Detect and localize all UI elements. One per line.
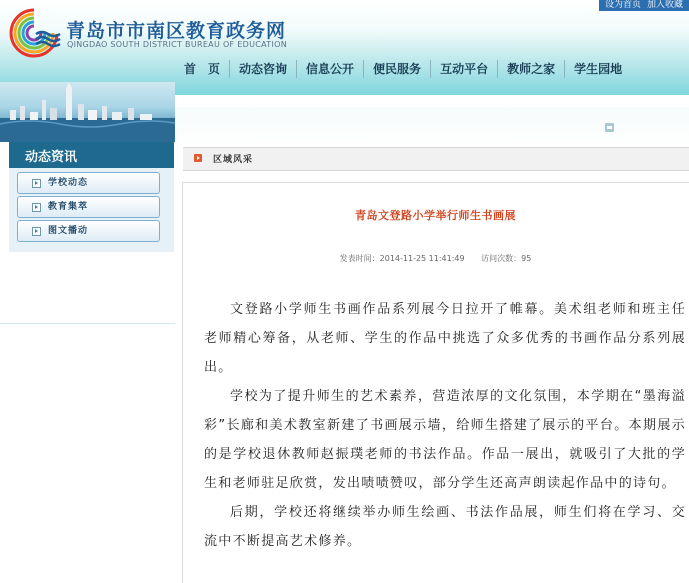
nav-interactive[interactable]: 互动平台 <box>430 60 497 78</box>
article-paragraph: 学校为了提升师生的艺术素养，营造浓厚的文化氛围，本学期在“墨海溢彩”长廊和美术教室新建了书画展示墙，给师生搭建了展示的平台。本期展示的是学校退休教师赵振璞老师的书法作品。作品一展出，就吸引了大批的学生和老师驻足欣赏，发出啧啧赞叹，部分学生还高声朗读起作品中的诗句。 <box>204 389 686 491</box>
site-header <box>0 0 689 95</box>
view-count: 访问次数：95 <box>481 254 532 263</box>
publish-time: 发表时间：2014-11-25 11:41:49 <box>339 254 465 263</box>
arrow-bullet-icon <box>194 154 202 162</box>
site-subtitle: QINGDAO SOUTH DISTRICT BUREAU OF EDUCATION <box>67 40 288 49</box>
breadcrumb <box>183 147 689 171</box>
site-title: 青岛市市南区教育政务网 <box>66 20 287 42</box>
nav-students[interactable]: 学生园地 <box>564 60 631 78</box>
sidebar-item-photo-news[interactable] <box>17 220 160 242</box>
sidebar-header <box>9 142 174 168</box>
logo-icon <box>6 6 62 58</box>
arrow-bullet-icon <box>32 203 41 212</box>
sidebar-item-label: 教育集萃 <box>48 202 89 212</box>
nav-news[interactable]: 动态咨询 <box>229 60 296 78</box>
sidebar-item-label: 学校动态 <box>48 178 89 188</box>
nav-home[interactable]: 首 页 <box>184 62 221 76</box>
set-homepage-link[interactable]: 设为首页 <box>604 0 641 10</box>
article-paragraph: 文登路小学师生书画作品系列展今日拉开了帷幕。美术组老师和班主任老师精心筹备，从老师、学生的作品中挑选了众多优秀的书画作品分系列展出。 <box>204 302 686 375</box>
article-paragraph: 后期，学校还将继续举办师生绘画、书法作品展，师生们将在学习、交流中不断提高艺术修养。 <box>204 505 686 549</box>
add-favorite-link[interactable]: 加入收藏 <box>646 0 683 10</box>
arrow-bullet-icon <box>32 179 41 188</box>
sidebar-item-label: 图文播动 <box>48 226 89 236</box>
divider <box>0 323 175 324</box>
sidebar-menu <box>9 168 174 252</box>
arrow-bullet-icon <box>32 227 41 236</box>
mail-icon[interactable] <box>605 123 614 132</box>
sidebar-item-school-news[interactable] <box>17 172 160 194</box>
sidebar-item-education-highlights[interactable] <box>17 196 160 218</box>
city-skyline-image <box>0 82 175 142</box>
city-banner-image <box>0 82 175 142</box>
breadcrumb-label[interactable]: 区域风采 <box>213 155 254 165</box>
article-body <box>204 295 686 556</box>
top-links <box>599 0 689 11</box>
article-title: 青岛文登路小学举行师生书画展 <box>355 209 516 222</box>
main-nav <box>175 60 631 78</box>
sidebar-title: 动态资讯 <box>25 150 78 165</box>
nav-services[interactable]: 便民服务 <box>363 60 430 78</box>
article-meta <box>182 253 689 264</box>
nav-teachers[interactable]: 教师之家 <box>497 60 564 78</box>
nav-info-public[interactable]: 信息公开 <box>296 60 363 78</box>
